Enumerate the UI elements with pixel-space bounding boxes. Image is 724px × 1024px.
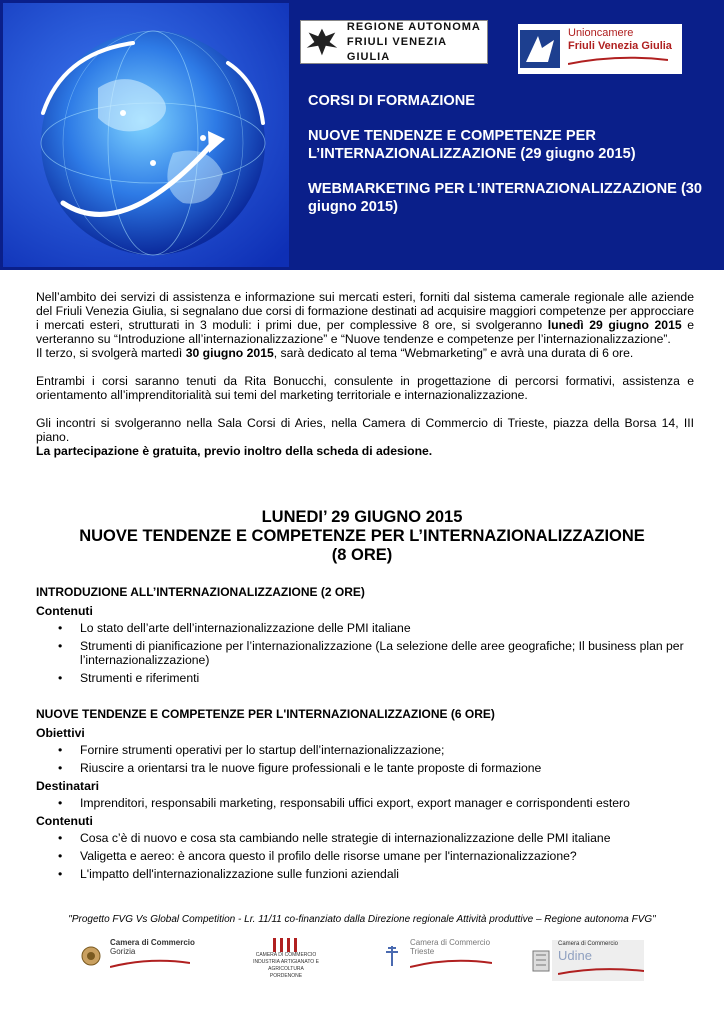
region-logo-line1: REGIONE AUTONOMA: [346, 20, 481, 33]
pordenone-line1: CAMERA DI COMMERCIO: [255, 952, 317, 958]
unioncamere-mark-icon: [518, 26, 562, 72]
gorizia-crest-icon: [80, 944, 102, 968]
udine-line1: Camera di Commercio: [558, 941, 619, 947]
module-1-contenuti-label: Contenuti: [36, 604, 93, 618]
cciaa-pordenone-logo: [240, 936, 332, 980]
intro-paragraph-4: La partecipazione è gratuita, previo inoltro della scheda di adesione.: [36, 444, 433, 458]
udine-crest-icon: [530, 949, 552, 973]
module-2-contenuti-list: [36, 831, 696, 881]
module-2: [36, 707, 696, 885]
module-1-title: INTRODUZIONE ALL’INTERNAZIONALIZZAZIONE (2 ORE): [36, 585, 365, 599]
list-item: • Strumenti di pianificazione per l’internazionalizzazione (La selezione delle aree geografiche; Il business plan per l’internazionalizzazione): [36, 639, 696, 667]
module-2-destinatari-label: Destinatari: [36, 779, 99, 793]
cciaa-gorizia-logo: [80, 938, 195, 974]
trieste-halberd-icon: [380, 944, 404, 968]
list-item: • Lo stato dell’arte dell’internazionalizzazione delle PMI italiane: [36, 621, 696, 635]
day-title-line1: LUNEDI’ 29 GIUGNO 2015: [261, 508, 463, 526]
banner-title-corsi: CORSI DI FORMAZIONE: [308, 93, 476, 109]
banner-title-course1: NUOVE TENDENZE E COMPETENZE PER L’INTERNAZIONALIZZAZIONE (29 giugno 2015): [308, 128, 636, 162]
gorizia-line1: Camera di Commercio: [110, 938, 195, 947]
unioncamere-logo: [518, 24, 682, 74]
banner-title-course2: WEBMARKETING PER L’INTERNAZIONALIZZAZIONE (30 giugno 2015): [308, 181, 703, 215]
gorizia-line2: Gorizia: [110, 947, 136, 956]
intro-paragraph-2: Entrambi i corsi saranno tenuti da Rita Bonucchi, consulente in progettazione di percorsi formativi, assistenza e orientamento all’imprenditorialità sui temi del marketing territoriale e internazionalizzazione.: [36, 374, 694, 402]
list-item: • Fornire strumenti operativi per lo startup dell’internazionalizzazione;: [36, 743, 696, 757]
day-title-line3: (8 ORE): [331, 546, 393, 564]
intro-paragraph-1: [36, 290, 694, 360]
globe-image: [3, 3, 289, 267]
region-logo-line2: FRIULI VENEZIA GIULIA: [346, 35, 447, 63]
intro-p1-a: Nell’ambito dei servizi di assistenza e informazione sui mercati esteri, forniti dal sistema camerale regionale alle aziende del Friuli Venezia Giulia, si segnalano due corsi di formazione destinati ad acquisire maggiori competenze per approcciare i mercati esteri, strutturati in 3 moduli: i primi due, per complessive 8 ore, si svolgeranno: [36, 290, 694, 332]
intro-p1-c: e verteranno su “Introduzione all’internazionalizzazione” e “Nuove tendenze e competenze per l’internazionalizzazione”.: [36, 318, 694, 346]
list-item: • Imprenditori, responsabili marketing, responsabili uffici export, export manager e corrispondenti estero: [36, 796, 696, 810]
module-2-destinatari-list: [36, 796, 696, 810]
cciaa-udine-logo: [530, 940, 644, 981]
pordenone-bars-icon: [271, 936, 301, 952]
module-2-contenuti-label: Contenuti: [36, 814, 93, 828]
pordenone-line2: INDUSTRIA ARTIGIANATO E AGRICOLTURA: [253, 959, 319, 972]
intro-paragraph-3: Gli incontri si svolgeranno nella Sala Corsi di Aries, nella Camera di Commercio di Trieste, piazza della Borsa 14, III piano.: [36, 416, 694, 444]
footer-logos: [0, 936, 724, 980]
trieste-line2: Trieste: [410, 947, 435, 956]
intro-p1-f: , sarà dedicato al tema “Webmarketing” e avrà una durata di 6 ore.: [273, 346, 634, 360]
red-swoosh-icon: [568, 56, 668, 66]
list-item: • Riuscire a orientarsi tra le nuove figure professionali e le tante proposte di formazione: [36, 761, 696, 775]
udine-line2: Udine: [558, 948, 592, 963]
intro-p1-d: Il terzo, si svolgerà martedì: [36, 346, 186, 360]
regione-fvg-logo: [300, 20, 488, 64]
module-2-title: NUOVE TENDENZE E COMPETENZE PER L'INTERNAZIONALIZZAZIONE (6 ORE): [36, 707, 495, 721]
union-logo-line1: Unioncamere: [568, 27, 634, 39]
pordenone-line3: PORDENONE: [269, 973, 303, 979]
header-banner: [0, 0, 724, 270]
red-swoosh-icon: [110, 959, 190, 969]
trieste-line1: Camera di Commercio: [410, 938, 491, 947]
day-title: [36, 508, 688, 565]
cciaa-trieste-logo: [380, 938, 492, 974]
intro-p1-date2: 30 giugno 2015: [185, 346, 274, 360]
red-swoosh-icon: [410, 959, 492, 969]
list-item: • L'impatto dell'internazionalizzazione sulle funzioni aziendali: [36, 867, 696, 881]
intro-p1-date1: lunedì 29 giugno 2015: [547, 318, 682, 332]
module-1-contenuti-list: [36, 621, 696, 685]
union-logo-line2: Friuli Venezia Giulia: [568, 40, 672, 52]
list-item: • Strumenti e riferimenti: [36, 671, 696, 685]
red-swoosh-icon: [558, 968, 644, 976]
banner-titles: [308, 92, 708, 233]
day-title-line2: NUOVE TENDENZE E COMPETENZE PER L’INTERNAZIONALIZZAZIONE: [79, 527, 645, 545]
intro-text: [36, 290, 694, 472]
module-2-obiettivi-list: [36, 743, 696, 775]
list-item: • Valigetta e aereo: è ancora questo il profilo delle risorse umane per l'internazionalizzazione?: [36, 849, 696, 863]
eagle-icon: [301, 22, 343, 62]
list-item: • Cosa c’è di nuovo e cosa sta cambiando nelle strategie di internazionalizzazione delle PMI italiane: [36, 831, 696, 845]
module-2-obiettivi-label: Obiettivi: [36, 726, 85, 740]
module-1: [36, 585, 696, 689]
footer-project-note: "Progetto FVG Vs Global Competition - Lr. 11/11 co-finanziato dalla Direzione regionale Attività produttive – Regione autonoma FVG": [68, 914, 656, 925]
